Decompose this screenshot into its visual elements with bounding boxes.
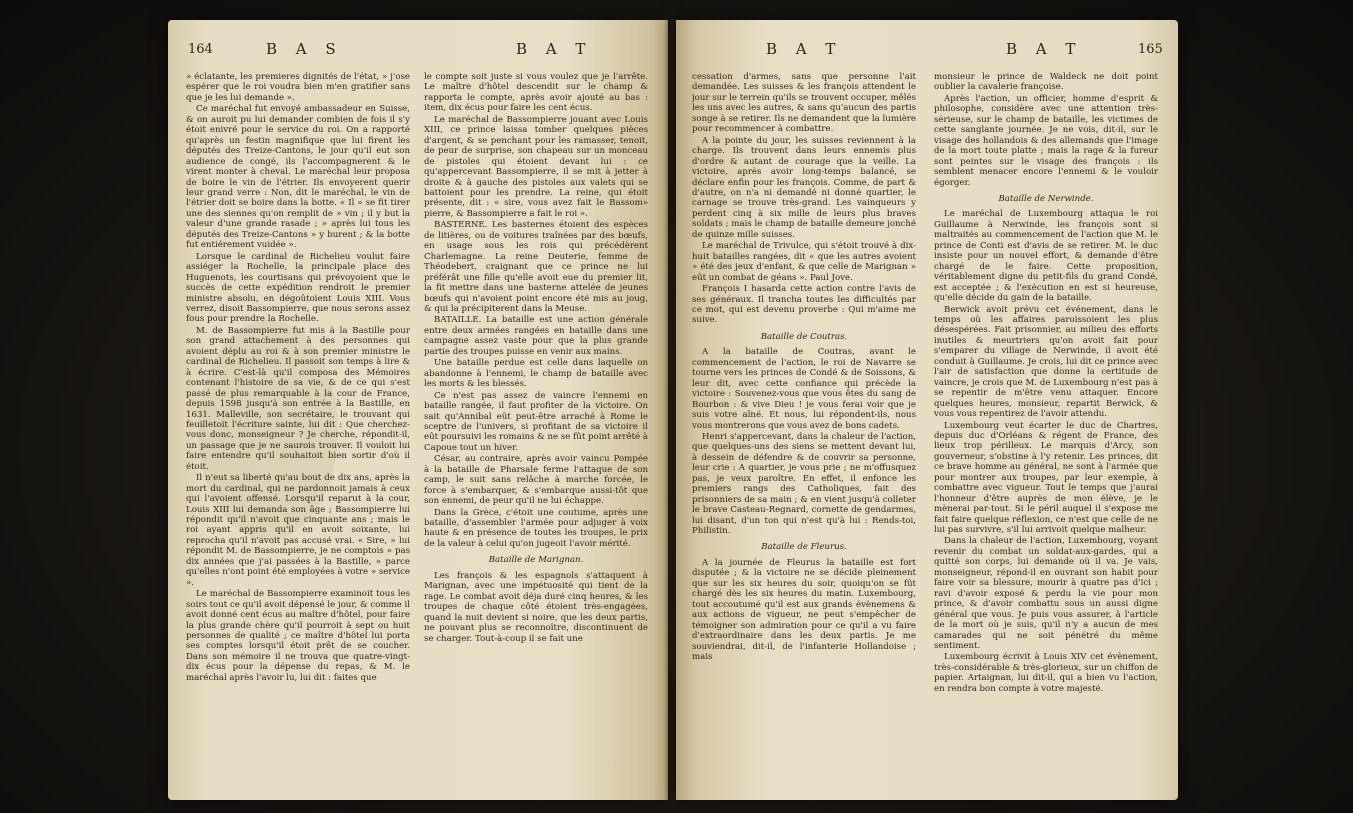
paragraph: cessation d'armes, sans que personne l'ait demandée. Les suisses & les françois attendent le jour sur le terrein qu'ils se trouvent occuper, mêlés les uns avec les autres, & sans qu'aucun des partis songe à se retirer. Ils ne demandent que la lumière pour recommencer à combattre. bbox=[692, 72, 916, 135]
paragraph: César, au contraire, après avoir vaincu Pompée à la bataille de Pharsale ferme l'attaque de son camp, le suit sans relâche à marche forcée, le force à s'embarquer, & s'embarque aussi-tôt que son ennemi, de peur qu'il ne lui échappe. bbox=[424, 454, 648, 507]
paragraph: Une bataille perdue est celle dans laquelle on abandonne à l'ennemi, le champ de bataille avec les morts & les blessés. bbox=[424, 358, 648, 390]
text-column bbox=[692, 72, 916, 794]
paragraph: BATAILLE. La bataille est une action générale entre deux armées rangées en bataille dans une campagne assez vaste pour que la plus grande partie des troupes puisse en venir aux mains. bbox=[424, 315, 648, 357]
paragraph: Le maréchal de Trivulce, qui s'étoit trouvé à dix-huit batailles rangées, dit « que les autres avoient » été des jeux d'enfant, & que celle de Marignan » eût un combat de géans ». Paul Jove. bbox=[692, 241, 916, 283]
left-page bbox=[168, 20, 668, 800]
running-head-left-col2: B A T bbox=[516, 40, 593, 58]
paragraph: Berwick avoit prévu cet événement, dans le temps où les affaires paroissoient les plus désespérées. Fait prisonnier, au milieu des efforts inutiles & meurtriers qu'on avoit fait pour s'emparer du village de Nerwinde, il avoit été conduit à Guillaume. Je crois, lui dit ce prince avec l'air de satisfaction que donne la certitude de vaincre, je crois que M. de Luxembourg n'est pas à se repentir de m'être venu attaquer. Encore quelques heures, monsieur, repartit Berwick, & vous vous repentirez de l'avoir attendu. bbox=[934, 304, 1158, 420]
paragraph: Les françois & les espagnols s'attaquent à Marignan, avec une impétuosité qui tient de la rage. Le combat avoit déja duré cinq heures, & les troupes de chaque côté étoient très-engagées, quand la nuit devient si noire, que les deux partis, ne pouvant plus se reconnoître, discontinuent de se charger. Tout-à-coup il se fait une bbox=[424, 570, 648, 644]
paragraph: Après l'action, un officier, homme d'esprit & philosophe, considère avec une attention très-sérieuse, sur le champ de bataille, les victimes de cette sanglante journée. Je ne vois, dit-il, sur le visage des hollandois & des allemands que l'image de la mort toute platte ; mais la rage & la fureur sont peintes sur le visage des françois : ils semblent menacer encore l'ennemi & le vouloir égorger. bbox=[934, 93, 1158, 188]
paragraph: » éclatante, les premieres dignités de l'état, » j'ose espérer que le roi voudra bien m'en gratifier sans que je les lui demande ». bbox=[186, 72, 410, 103]
paragraph: Dans la chaleur de l'action, Luxembourg, voyant revenir du combat un soldat-aux-gardes, qui a quitté son corps, lui demande où il va. Je vais, monseigneur, répond-il en ouvrant son habit pour faire voir sa blessure, mourir à quatre pas d'ici ; ravi d'avoir exposé & perdu la vie pour mon prince, & d'avoir combattu sous un aussi digne général que vous. Je puis vous assurer, à l'article de la mort où je suis, qu'il n'y a aucun de mes camarades qui ne soit pénétré du même sentiment. bbox=[934, 536, 1158, 652]
paragraph: le compte soit juste si vous voulez que je l'arrête. Le maître d'hôtel descendit sur le champ & rapporta le compte, après avoir ajouté au bas : item, dix écus pour faire les cent écus. bbox=[424, 72, 648, 114]
page-number: 164 bbox=[188, 42, 213, 57]
paragraph: Henri s'appercevant, dans la chaleur de l'action, que quelques-uns des siens se mettent devant lui, à dessein de défendre & de couvrir sa personne, leur crie : A quartier, je vous prie ; ne m'offusquez pas, je veux paroître. En effet, il enfonce les premiers rangs des Catholiques, fait des prisonniers de sa main ; & en vient jusqu'à colleter le brave Casteau-Regnard, cornette de gendarmes, lui disant, d'un ton qui n'est qu'à lui : Rends-toi, Philistin. bbox=[692, 431, 916, 537]
section-heading: Bataille de Coutras. bbox=[760, 331, 848, 342]
paragraph: Le maréchal de Bassompierre examinoit tous les soirs tout ce qu'il avoit dépensé le jour, & comme il avoit donné cent écus au maître d'hôtel, pour faire la plus grande chère qu'il pourroit à sept ou huit personnes de qualité ; ce maître d'hôtel lui porta ses comptes lorsqu'il étoit prêt de se coucher. Dans son mémoire il ne trouva que quatre-vingt-dix écus pour la dépense du repas, & M. le maréchal après l'avoir lu, lui dit : faites que bbox=[186, 589, 410, 683]
text-column bbox=[934, 72, 1158, 794]
text-column bbox=[186, 72, 410, 794]
paragraph: François I hasarda cette action contre l'avis de ses généraux. Il trancha toutes les difficultés par ce mot, qui est devenu proverbe : Qui m'aime me suive. bbox=[692, 284, 916, 326]
paragraph: BASTERNE. Les basternes étoient des espèces de litières, ou de voitures traînées par des bœufs, en usage sous les rois qui précédèrent Charlemagne. La reine Deuterie, femme de Théodebert, craignant que ce prince ne lui préférât une fille qu'elle avoit eue du premier lit, la fit mettre dans une basterne attelée de jeunes bœufs qui n'avoient point encore été mis au joug, & qui la précipiterent dans la Meuse. bbox=[424, 220, 648, 314]
running-head-right: B A T bbox=[1006, 40, 1083, 58]
section-heading: Bataille de Fleurus. bbox=[761, 542, 847, 553]
paragraph: Ce maréchal fut envoyé ambassadeur en Suisse, & on auroit pu lui demander combien de fois il s'y étoit enivré pour le service du roi. On a rapporté qu'après un festin magnifique que lui firent les députés des Treize-Cantons, le jour qu'il eut son audience de congé, ils l'accompagnerent & le virent monter à cheval. Le maréchal leur proposa de boire le vin de l'étrier. Ils envoyerent querir leur grand verre : Non, dit le maréchal, le vin de l'étrier doit se boire dans la botte. « Il » se fit tirer une des siennes qu'on remplit de » vin ; il y but la valeur d'une grande rasade ; » après lui tous les députés des Treize-Cantons » y burent ; & la botte fut entiérement vuidée ». bbox=[186, 104, 410, 251]
running-head-right-col1: B A T bbox=[766, 40, 843, 58]
paragraph: Lorsque le cardinal de Richelieu voulut faire assiéger la Rochelle, la principale place des Huguenots, les courtisans qui prévoyoient que le succès de cette expédition rendroit le premier ministre absolu, en dégoûtoient Louis XIII. Vous verrez, disoit Bassompierre, que nous serons assez fous pour prendre la Rochelle. bbox=[186, 251, 410, 325]
paragraph: Il n'eut sa liberté qu'au bout de dix ans, après la mort du cardinal, qui ne pardonnoit jamais à ceux qui l'avoient offensé. Lorsqu'il reparut à la cour, Louis XIII lui demanda son âge ; Bassompierre lui répondit qu'il n'avoit que cinquante ans ; mais le roi ayant appris qu'il en avoit soixante, lui reprocha qu'il n'avoit pas accusé vrai. « Sire, » lui répondit M. de Bassompierre, je ne comptois » pas dix années que j'ai passées à la Bastille, » parce qu'elles n'ont point été employées à votre » service ». bbox=[186, 473, 410, 588]
running-head-left: B A S bbox=[266, 40, 343, 58]
section-heading: Bataille de Nerwinde. bbox=[998, 193, 1094, 204]
paragraph: Dans la Grèce, c'étoit une coutume, après une bataille, d'assembler l'armée pour adjuger à voix haute & en présence de toutes les troupes, le prix de la valeur à celui qu'on jugeoit l'avoir mérité. bbox=[424, 507, 648, 549]
paragraph: monsieur le prince de Waldeck ne doit point oublier la cavalerie françoise. bbox=[934, 72, 1158, 93]
paragraph: Le maréchal de Luxembourg attaqua le roi Guillaume à Nerwinde, les françois sont si maltraités au commencement de l'action que M. le prince de Conti est d'avis de se retirer. M. le duc insiste pour un nouvel effort, & demande d'être chargé de le faire. Cette proposition, véritablement digne du petit-fils du grand Condé, est acceptée ; & l'exécution en est si heureuse, qu'elle décide du gain de la bataille. bbox=[934, 209, 1158, 304]
paragraph: A la pointe du jour, les suisses reviennent à la charge. Ils trouvent dans leurs ennemis plus d'ordre & autant de courage que la veille. La victoire, après avoir long-temps balancé, se déclare enfin pour les françois. Comme, de part & d'autre, on n'a ni demandé ni donné quartier, le carnage se trouve très-grand. Les vainqueurs y perdent cinq à six mille de leurs plus braves soldats ; mais le champ de bataille demeure jonché de quinze mille suisses. bbox=[692, 135, 916, 240]
paragraph: A la bataille de Coutras, avant le commencement de l'action, le roi de Navarre se tourne vers les princes de Condé & de Soissons, & leur dit, avec cette confiance qui précède la victoire : Souvenez-vous que vous êtes du sang de Bourbon : & vive Dieu ! je vous ferai voir que je suis votre aîné. Et nous, lui répondent-ils, nous vous montrerons que vous avez de bons cadets. bbox=[692, 347, 916, 431]
paragraph: Luxembourg écrivit à Louis XIV cet évènement, très-considérable & très-glorieux, sur un chiffon de papier. Artaignan, lui dit-il, qui a bien vu l'action, en rendra bon compte à votre majesté. bbox=[934, 652, 1158, 694]
text-column bbox=[424, 72, 648, 794]
section-heading: Bataille de Marignan. bbox=[488, 555, 584, 566]
paragraph: Luxembourg veut écarter le duc de Chartres, depuis duc d'Orléans & régent de France, des lieux trop périlleux. Le marquis d'Arcy, son gouverneur, s'obstine à l'y retenir. Les princes, dit ce brave homme au général, ne sont à l'armée que pour montrer aux troupes, par leur exemple, à combattre avec vigueur. Tout le temps que j'aurai l'honneur d'être auprès de mon élève, je le mènerai par-tout. Si le péril auquel il s'expose me fait faire quelque réflexion, ce n'est que celle de ne lui pas survivre, s'il lui arrivoit quelque malheur. bbox=[934, 420, 1158, 536]
paragraph: Le maréchal de Bassompierre jouant avec Louis XIII, ce prince laissa tomber quelques pièces d'argent, & se penchant pour les ramasser, tenoit, de peur de surprise, son chapeau sur un monceau de pistoles qui étoient devant lui : ce qu'appercevant Bassompierre, il se mit à jetter à droite & à gauche des pistoles aux valets qui se battoient pour les prendre. La reine, qui étoit présente, dit : « sire, vous avez fait le Bassom» pierre, & Bassompierre a fait le roi ». bbox=[424, 114, 648, 219]
paragraph: Ce n'est pas assez de vaincre l'ennemi en bataille rangée, il faut profiter de la victoire. On sait qu'Annibal eût peut-être arraché à Rome le sceptre de l'univers, si profitant de sa victoire il eût poursuivi les romains & ne se fût point arrêté à Capoue tout un hiver. bbox=[424, 390, 648, 453]
paragraph: M. de Bassompierre fut mis à la Bastille pour son grand attachement à des personnes qui avoient déplu au roi & à son premier ministre le cardinal de Richelieu. Il passoit son temps à lire & à écrire. C'est-là qu'il composa des Mémoires contenant l'histoire de sa vie, & de ce qui s'est passé de plus remarquable à la cour de France, depuis 1598 jusqu'à son entrée à la Bastille, en 1631. Malleville, son secrétaire, le trouvant qui feuilletoit l'écriture sainte, lui dit : Que cherchez-vous donc, monseigneur ? Je cherche, répondit-il, un passage que je ne saurois trouver. Il vouloit lui faire entendre qu'il souhaitoit bien sortir d'où il étoit. bbox=[186, 325, 410, 472]
paragraph: A la journée de Fleurus la bataille est fort disputée ; & la victoire ne se décide pleinement que sur les six heures du soir, quoiqu'on se fût chargé dès les six heures du matin. Luxembourg, tout accoutumé qu'il est aux grands évènemens & aux actions de vigueur, ne peut s'empêcher de témoigner son admiration pour ce qu'il a vu faire d'extraordinaire dans les deux partis. Je me souviendrai, dit-il, de l'infanterie Hollandoise ; mais bbox=[692, 557, 916, 663]
page-number: 165 bbox=[1138, 42, 1163, 57]
right-page bbox=[676, 20, 1178, 800]
